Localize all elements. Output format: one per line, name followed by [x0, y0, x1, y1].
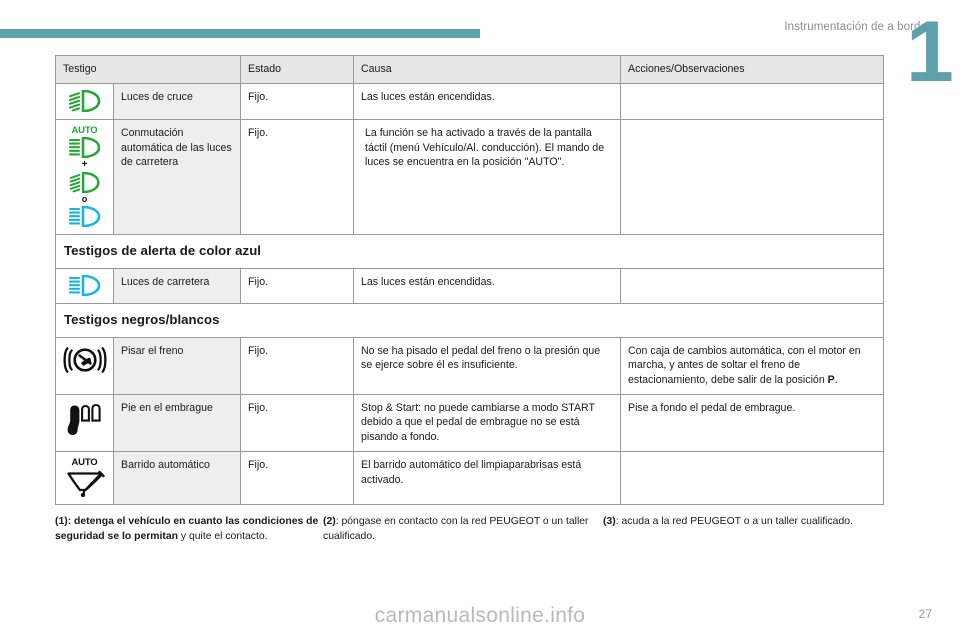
lamp-name: Conmutación automática de las luces de carretera — [114, 120, 241, 235]
column-header-estado: Estado — [241, 56, 354, 84]
lamp-state: Fijo. — [241, 337, 354, 394]
footnote-1-bold: : detenga el vehículo en cuanto las condiciones de seguridad se lo permitan — [55, 516, 319, 542]
footnote-3 — [603, 515, 883, 545]
section-header-row — [56, 303, 884, 337]
plus-separator: + — [81, 158, 88, 170]
lamp-name: Pie en el embrague — [114, 395, 241, 452]
table-row — [56, 84, 884, 120]
footnote-2-rest: : póngase en contacto con la red PEUGEOT o un taller cualificado. — [323, 516, 589, 542]
table-row — [56, 452, 884, 505]
low-beam-headlight-green-icon — [63, 90, 106, 112]
auto-label-black: AUTO — [71, 457, 98, 469]
warning-lamps-table — [55, 55, 884, 505]
lamp-state: Fijo. — [241, 84, 354, 120]
table-row — [56, 120, 884, 235]
table-row — [56, 268, 884, 303]
lamp-action — [621, 120, 884, 235]
lamp-cause: No se ha pisado el pedal del freno o la presión que se ejerce sobre él es insuficiente. — [354, 337, 621, 394]
footnotes-container — [55, 515, 883, 545]
high-beam-headlight-green-icon — [68, 137, 102, 158]
section-title-blue-alerts: Testigos de alerta de color azul — [56, 234, 884, 268]
site-watermark: carmanualsonline.info — [374, 604, 586, 627]
or-separator: o — [81, 193, 88, 204]
lamp-state: Fijo. — [241, 268, 354, 303]
lamp-cause: Las luces están encendidas. — [354, 84, 621, 120]
icon-cell-clutch — [56, 395, 114, 452]
high-beam-headlight-blue-icon — [68, 206, 102, 227]
lamp-name: Luces de cruce — [114, 84, 241, 120]
lamp-action: Con caja de cambios automática, con el motor en marcha, y antes de soltar el freno de estacionamiento, debe salir de la posición P. — [621, 337, 884, 394]
lamp-state: Fijo. — [241, 120, 354, 235]
lamp-cause: Las luces están encendidas. — [354, 268, 621, 303]
table-row — [56, 395, 884, 452]
warning-lamps-table-container — [55, 55, 883, 505]
table-row — [56, 337, 884, 394]
icon-cell-auto-high-beam — [56, 120, 114, 235]
header-accent-bar — [0, 29, 480, 38]
lamp-state: Fijo. — [241, 452, 354, 505]
footnote-1-rest: y quite el contacto. — [178, 530, 268, 542]
section-header-row — [56, 234, 884, 268]
column-header-acciones: Acciones/Observaciones — [621, 56, 884, 84]
lamp-state: Fijo. — [241, 395, 354, 452]
lamp-name: Barrido automático — [114, 452, 241, 505]
automatic-wiper-icon — [63, 458, 106, 497]
icon-cell-high-beam — [56, 268, 114, 303]
page-number: 27 — [918, 607, 932, 621]
footnote-2 — [323, 515, 603, 545]
section-title-black-white: Testigos negros/blancos — [56, 303, 884, 337]
icon-cell-brake — [56, 337, 114, 394]
lamp-cause: El barrido automático del limpiaparabrisas está activado. — [354, 452, 621, 505]
footnote-3-rest: : acuda a la red PEUGEOT o a un taller cualificado. — [615, 516, 853, 527]
footnote-1-marker: (1) — [55, 516, 68, 527]
low-beam-headlight-green-icon — [68, 172, 102, 193]
icon-cell-auto-wiper — [56, 452, 114, 505]
column-header-causa: Causa — [354, 56, 621, 84]
press-brake-pedal-icon — [63, 344, 106, 376]
icon-cell-low-beam — [56, 84, 114, 120]
column-header-testigo: Testigo — [56, 56, 241, 84]
gear-position-p: P — [827, 373, 835, 386]
footnote-1 — [55, 515, 323, 545]
lamp-cause: Stop & Start: no puede cambiarse a modo START debido a que el pedal de embrague no se está pisando a fondo. — [354, 395, 621, 452]
auto-high-beam-switching-icon-group — [63, 126, 106, 227]
lamp-name: Luces de carretera — [114, 268, 241, 303]
lamp-action — [621, 268, 884, 303]
footnote-3-marker: (3) — [603, 516, 616, 527]
table-header-row — [56, 56, 884, 84]
auto-label-green: AUTO — [71, 125, 98, 137]
lamp-action — [621, 452, 884, 505]
lamp-name: Pisar el freno — [114, 337, 241, 394]
foot-on-clutch-pedal-icon — [63, 401, 106, 437]
chapter-number: 1 — [906, 4, 954, 100]
footnote-2-marker: (2) — [323, 516, 336, 527]
page-header-title: Instrumentación de a bordo — [784, 21, 927, 33]
lamp-cause: La función se ha activado a través de la pantalla táctil (menú Vehículo/Al. conducción). El mando de luces se encuentra en la posición "AUTO". — [354, 120, 621, 235]
high-beam-headlight-blue-icon — [63, 275, 106, 296]
lamp-action: Pise a fondo el pedal de embrague. — [621, 395, 884, 452]
lamp-action — [621, 84, 884, 120]
